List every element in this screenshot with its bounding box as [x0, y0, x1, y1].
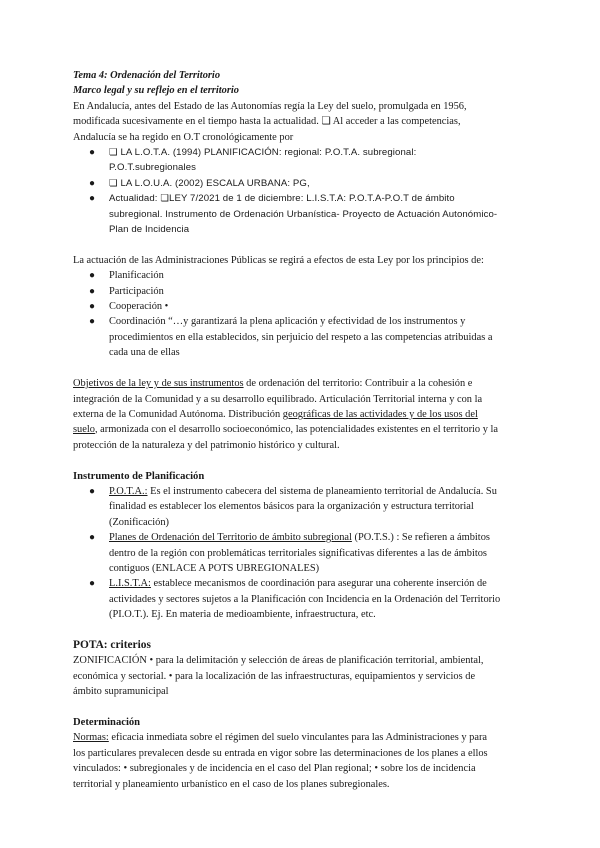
bullet-icon: ●: [89, 285, 96, 297]
bullet-icon: ●: [89, 193, 96, 205]
intro-paragraph: [73, 99, 533, 145]
principles-intro: La actuación de las Administraciones Públicas se regirá a efectos de esta Ley por los principios de:: [73, 254, 484, 266]
list-item-loua: ● ❏ LA L.O.U.A. (2002) ESCALA URBANA: PG,: [73, 176, 533, 191]
intro-line: modificada sucesivamente en el tiempo hasta la actualidad. ❏ Al acceder a las competencias,: [73, 116, 461, 128]
objectives-label: Objetivos de la ley y de sus instrumentos: [73, 378, 244, 390]
list-item-planificacion: ● Planificación: [73, 268, 533, 283]
list-item-participacion: ● Participación: [73, 284, 533, 299]
list-item-lota: ● ❏ LA L.O.T.A. (1994) PLANIFICACIÓN: regional: P.O.T.A. subregional: P.O.T.subregionales: [89, 147, 417, 174]
objectives-paragraph: Objetivos de la ley y de sus instrumentos de ordenación del territorio: Contribuir a la cohesión e integración de la Comunidad y a su desarrollo equilibrado. Articulación Territorial interna y con la externa de la Comunidad Autónoma. Distribución geográficas de las actividades y de los usos del suelo, armonizada con el desarrollo socioeconómico, las potencialidades existentes en el territorio y la protección de la naturaleza y del patrimonio histórico y cultural.: [73, 378, 499, 451]
page-title: Tema 4: Ordenación del Territorio: [73, 70, 221, 81]
document-page: [73, 68, 533, 792]
list-item-coordinacion: ● Coordinación “…y garantizará la plena aplicación y efectividad de los instrumentos y procedimientos en ella establecidos, sin perjuicio del respeto a las competencias atribuidas a cada una de ellas: [89, 316, 493, 359]
bullet-icon: ●: [89, 301, 96, 313]
section-heading-determinacion: Determinación: [73, 716, 141, 728]
bullet-icon: ●: [89, 578, 96, 590]
list-item-pots: ● Planes de Ordenación del Territorio de ámbito subregional (PO.T.S.) : Se refieren a ámbitos dentro de la región con problemáticas territoriales significativas diferentes a las de ámbitos contiguos (ENLACE A POTS UBREGIONALES): [89, 532, 490, 574]
pota-paragraph: ZONIFICACIÓN • para la delimitación y selección de áreas de planificación territorial, ambiental, económica y sectorial. • para la localización de las infraestructuras, equipamientos y servicios de ámbito supramunicipal: [73, 655, 484, 698]
bullet-icon: ●: [89, 485, 96, 497]
intro-line: En Andalucía, antes del Estado de las Autonomías regía la Ley del suelo, promulgada en 1956,: [73, 100, 467, 112]
bullet-icon: ●: [89, 147, 96, 159]
bullet-icon: ●: [89, 177, 96, 189]
list-item-pota: ● P.O.T.A.: Es el instrumento cabecera del sistema de planeamiento territorial de Andalucía. Su finalidad es establecer los elementos básicos para la organización y estructura territorial (Zonificación): [89, 485, 497, 528]
section-heading-marco-legal: Marco legal y su reflejo en el territorio: [73, 85, 239, 97]
list-item-lista-instrument: ● L.I.S.T.A: establece mecanismos de coordinación para asegurar una coherente inserción de actividades y sectores sujetos a la Planificación con Incidencia en la Ordenación del Territorio (PI.O.T.). Ej. En materia de medioambiente, infraestructura, etc.: [89, 578, 501, 621]
bullet-icon: ●: [89, 532, 96, 544]
laws-list: [73, 145, 533, 237]
section-heading-pota-criterios: POTA: criterios: [73, 638, 151, 651]
bullet-icon: ●: [89, 270, 96, 282]
bullet-icon: ●: [89, 316, 96, 328]
principles-list: [73, 268, 533, 360]
list-item-lista: ● Actualidad: ❏LEY 7/2021 de 1 de diciembre: L.I.S.T.A: P.O.T.A-P.O.T de ámbito subregional. Instrumento de Ordenación Urbanística- Proyecto de Actuación Autonómico- Plan de Incidencia: [89, 193, 498, 236]
intro-line: Andalucía se ha regido en O.T cronológicamente por: [73, 131, 294, 143]
section-heading-instrumento: Instrumento de Planificación: [73, 470, 205, 482]
determinacion-paragraph: Normas: eficacia inmediata sobre el régimen del suelo vinculantes para las Administraciones y para los particulares prevalecen desde su entrada en vigor sobre las determinaciones de los planes a ellos vinculados: • subregionales y de incidencia en el caso del Plan regional; • sobre los de incidencia territorial y planeamiento urbanístico en el caso de los planes subregionales.: [73, 732, 488, 790]
list-item-cooperacion: ● Cooperación •: [73, 299, 533, 314]
instruments-list: [73, 484, 533, 623]
